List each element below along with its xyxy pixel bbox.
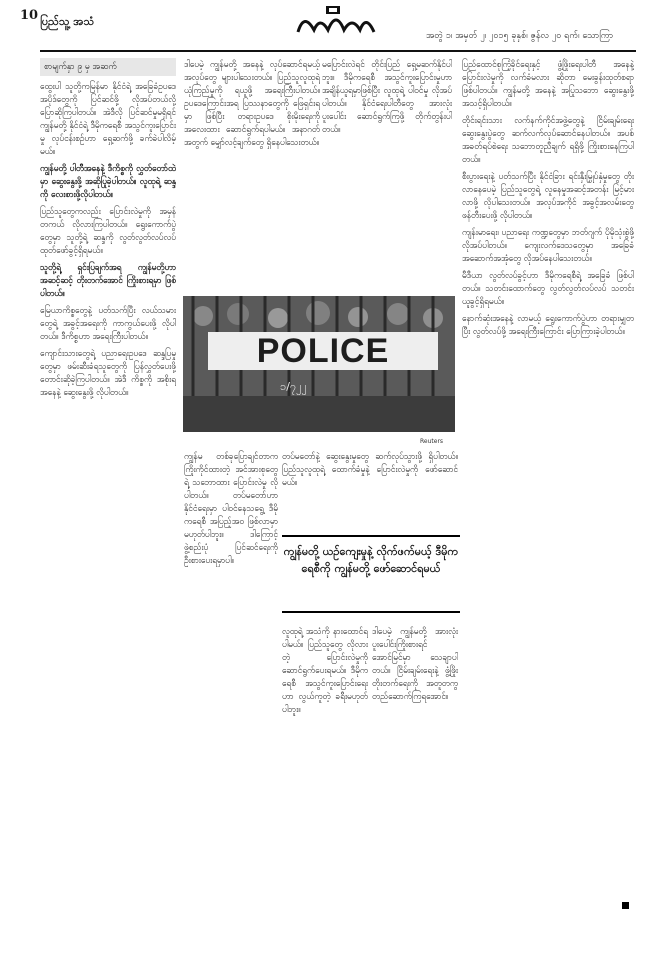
article-column-4-lower [372,625,458,913]
paragraph: မပြောင်းလဲရင် တိုင်းပြည် ရှေ့မဆက်နိုင်ပါဘူး။ ဒီမိုကရေစီ အသွင်ကူးပြောင်းမှုဟာ အချိန်ယူရမှာဖြစ်ပြီး လူထုရဲ့ ပါဝင်မှု လိုအပ်ပါတယ်။ နိုင်ငံရေးပါတီတွေ အားလုံး ပူးပေါင်း ဆောင်ရွက်ကြဖို့ တိုက်တွန်းပါတယ်။ [322,59,452,134]
paragraph: နောက်ဆုံးအနေနဲ့ လာမယ့် ရွေးကောက်ပွဲဟာ တရားမျှတပြီး လွတ်လပ်ဖို့ အရေးကြီးကြောင်း ပြောကြားခဲ့ပါတယ်။ [462,313,634,336]
paragraph: လူထုရဲ့ အသံကို နားထောင်ရပါမယ်။ ပြည်သူတွေ လိုလားတဲ့ ပြောင်းလဲမှုကို ဆောင်ရွက်ပေးရမယ်။ ဒီမိုကရေစီ အသွင်ကူးပြောင်းရေးဟာ လွယ်ကူတဲ့ ခရီးမဟုတ်ပါဘူး။ [282,626,368,714]
article-column-2 [184,58,320,283]
paragraph: စီးပွားရေးနဲ့ ပတ်သက်ပြီး နိုင်ငံခြား ရင်းနှီးမြှုပ်နှံမှုတွေ တိုးလာနေပေမဲ့ ပြည်သူတွေရဲ့ လူနေမှုအဆင့်အတန်း မြင့်မားလာဖို့ လိုပါသေးတယ်။ အလုပ်အကိုင် အခွင့်အလမ်းတွေ ဖန်တီးပေးဖို့ လိုပါတယ်။ [462,171,634,220]
police-sign-text: POLICE [256,332,390,370]
header-divider [40,50,636,52]
paragraph: ဒါပေမဲ့ ကျွန်မတို့ အားလုံး ပူးပေါင်းကြိုးစားရင် အောင်မြင်မှာ သေချာပါတယ်။ ငြိမ်းချမ်းရေးနဲ့ ဖွံ့ဖြိုးတိုးတက်ရေးကို အတူတကွ တည်ဆောက်ကြရအောင်။ [372,626,458,701]
paragraph: ဒါပေမဲ့ ကျွန်မတို့ အနေနဲ့ လုပ်ဆောင်ရမယ့် အလုပ်တွေ များပါသေးတယ်။ ပြည်သူလူထုရဲ့ ယုံကြည်မှုကို ရယူဖို့ အရေးကြီးပါတယ်။ ဥပဒေကြောင်းအရ ပြဿနာတွေကို ဖြေရှင်းရမှာ ဖြစ်ပြီး တရားဥပဒေ စိုးမိုးရေးကို အလေးထား ဆောင်ရွက်ရပါမယ်။ အနာဂတ်အတွက် မျှော်လင့်ချက်တွေ ရှိနေပါသေးတယ်။ [184,59,320,147]
masthead-emblem-icon [290,4,380,44]
paragraph: ထွေးပါ သူတို့ကမြန်မာ နိုင်ငံရဲ့ အခြေခံဥပဒေ အပိုဒ်တွေကို ပြင်ဆင်ဖို့ လိုအပ်တယ်လို့ ပြောဆိုကြပါတယ်။ အဲဒီလို ပြင်ဆင်မှုမရှိရင် ကျွန်မတို့ နိုင်ငံရဲ့ ဒီမိုကရေစီ အသွင်ကူးပြောင်းမှု လုပ်ငန်းစဉ်ဟာ ရှေ့ဆက်ဖို့ ခက်ခဲပါလိမ့်မယ်။ [40,81,176,156]
article-column-2-lower [184,450,278,913]
paragraph: ပြည်သူတွေကလည်း ပြောင်းလဲမှုကို အမှန်တကယ် လိုလားကြပါတယ်။ ရွေးကောက်ပွဲတွေမှာ သူတို့ရဲ့ ဆန္ဒကို လွတ်လွတ်လပ်လပ် ထုတ်ဖော်ခွင့်ရှိရမယ်။ [40,206,176,255]
masthead-logo-center [290,4,380,44]
page-number: 10 [20,8,39,23]
article-column-3-lower [282,625,368,913]
paragraph-bold: သူတို့ရဲ့ ရှင်းပြချက်အရ ကျွန်မတို့ဟာ အဆင့်ဆင့် တိုးတက်အောင် ကြိုးစားရမှာ ဖြစ်ပါတယ်။ [40,262,176,298]
paragraph: မြေယာကိစ္စတွေနဲ့ ပတ်သက်ပြီး လယ်သမားတွေရဲ့ အခွင့်အရေးကို ကာကွယ်ပေးဖို့ လိုပါတယ်။ ဒီကိစ္စဟာ အရေးကြီးပါတယ်။ [40,305,176,341]
paragraph: ကျန်းမာရေး၊ ပညာရေး ကဏ္ဍတွေမှာ ဘတ်ဂျက် ပိုမိုသုံးစွဲဖို့ လိုအပ်ပါတယ်။ ကျေးလက်ဒေသတွေမှာ အခြေခံ အဆောက်အအုံတွေ လိုအပ်နေပါသေးတယ်။ [462,227,634,263]
article-column-3 [322,58,452,283]
continued-from-kicker: စာမျက်နှာ ၉ မှ အဆက် [40,58,176,76]
article-column-1 [40,58,176,913]
photo-credit: Reuters [420,438,444,445]
masthead-logo-left: ပြည်သူ့ အသံ [40,15,94,28]
paragraph: ကျောင်းသားတွေရဲ့ ပညာရေးဥပဒေ ဆန္ဒပြမှုတွေမှာ ဖမ်းဆီးခံရသူတွေကို ပြန်လွှတ်ပေးဖို့ တောင်းဆိုခဲ့ကြပါတယ်။ အဲဒီ ကိစ္စကို အစိုးရ အနေနဲ့ ဆွေးနွေးဖို့ လိုပါတယ်။ [40,348,176,397]
article-column-3-lower-top [282,450,458,530]
paragraph: တပ်မတော်နဲ့ ဆွေးနွေးမှုတွေ ဆက်လုပ်သွားဖို့ ရှိပါတယ်။ ပြည်သူလူထုရဲ့ ထောက်ခံမှုနဲ့ ပြောင်းလဲမှုကို ဖော်ဆောင်မယ်။ [282,451,458,487]
issue-info: အတွဲ ၁၊ အမှတ် ၂၊ ၂၀၁၅ ခုနှစ်၊ ဇွန်လ ၂၀ ရက်၊ သောကြာ [426,31,614,41]
article-column-4 [462,58,634,913]
paragraph-bold: ကျွန်မတို့ ပါတီအနေနဲ့ ဒီကိစ္စကို လွှတ်တော်ထဲမှာ ဆွေးနွေးဖို့ အဆိုပြုခဲ့ပါတယ်။ လူထုရဲ့ ဆန္ဒကို လေးစားဖို့လိုပါတယ်။ [40,163,176,199]
paragraph: ကျွန်မ တစ်ခုပြောချင်တာက ကြိုးကိုင်ထားတဲ့ အင်အားစုတွေရဲ့ သဘောထား ပြောင်းလဲမှု လိုပါတယ်။ တပ်မတော်ဟာ နိုင်ငံရေးမှာ ပါဝင်နေသရွေ့ ဒီမိုကရေစီ အပြည့်အဝ ဖြစ်လာမှာ မဟုတ်ပါဘူး။ ဒါကြောင့် ဖွဲ့စည်းပုံ ပြင်ဆင်ရေးကို ဦးစားပေးရမှာပါ။ [184,451,278,565]
article-end-mark-icon [622,902,629,909]
paragraph: တိုင်းရင်းသား လက်နက်ကိုင်အဖွဲ့တွေနဲ့ ငြိမ်းချမ်းရေး ဆွေးနွေးပွဲတွေ ဆက်လက်လုပ်ဆောင်နေပါတယ်။ အပစ်အခတ်ရပ်စဲရေး သဘောတူညီချက် ရရှိဖို့ ကြိုးစားနေကြပါတယ်။ [462,115,634,164]
paragraph: ပြည်ထောင်စုကြံ့ခိုင်ရေးနှင့် ဖွံ့ဖြိုးရေးပါတီ အနေနဲ့ ပြောင်းလဲမှုကို လက်ခံမလား ဆိုတာ မေးခွန်းထုတ်စရာ ဖြစ်ပါတယ်။ ကျွန်မတို့ အနေနဲ့ အပြုသဘော ဆွေးနွေးဖို့ အသင့်ရှိပါတယ်။ [462,59,634,108]
pull-quote: ကျွန်မတို့ ယဉ်ကျေးမှုနဲ့ လိုက်ဖက်မယ့် ဒီမိုကရေစီကို ကျွန်မတို့ ဖော်ဆောင်ရမယ် [282,535,460,613]
police-sign-number: ၁/၇၂၂ [280,380,307,393]
paragraph: မီဒီယာ လွတ်လပ်ခွင့်ဟာ ဒီမိုကရေစီရဲ့ အခြေခံ ဖြစ်ပါတယ်။ သတင်းထောက်တွေ လွတ်လွတ်လပ်လပ် သတင်းယူခွင့်ရှိရမယ်။ [462,270,634,306]
